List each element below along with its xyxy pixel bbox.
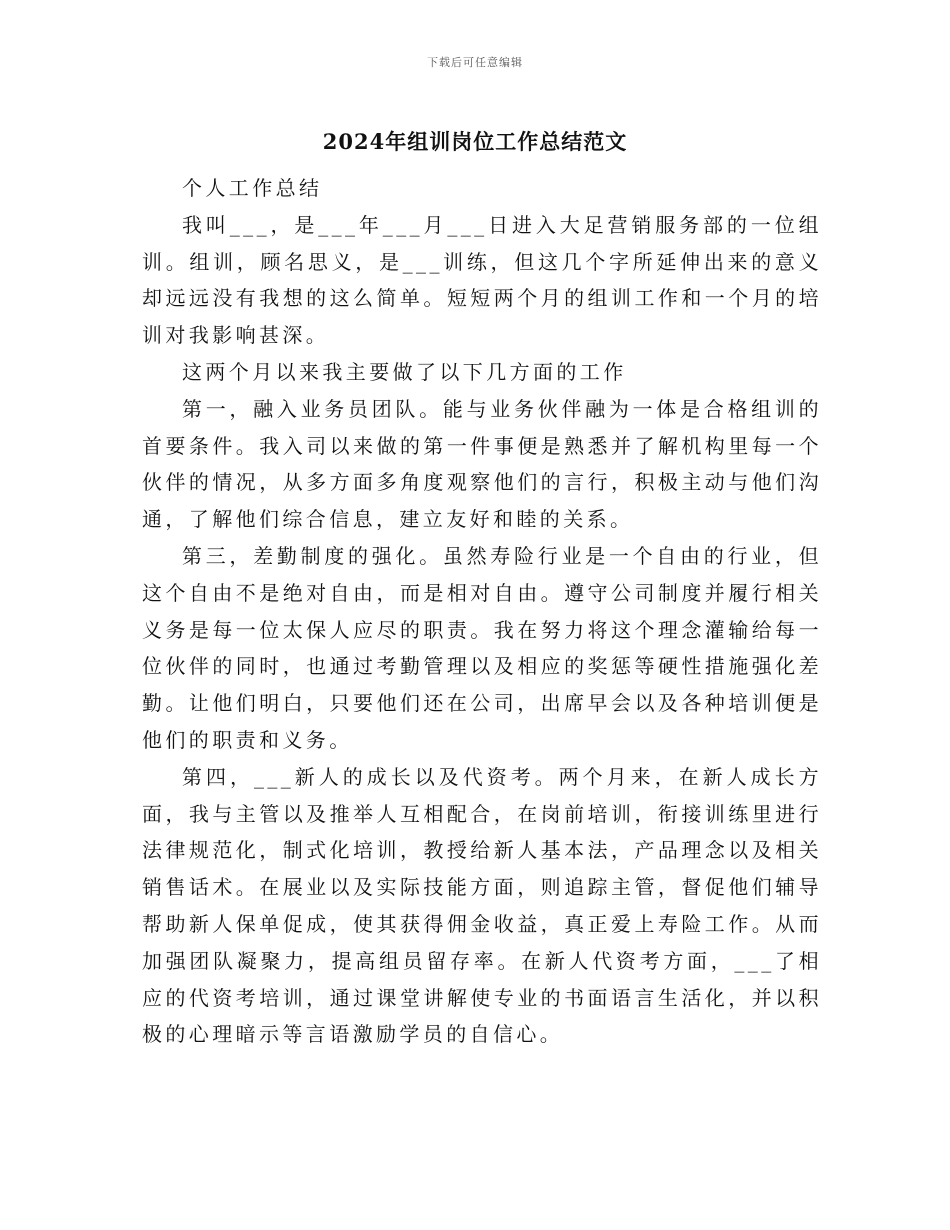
document-title: 2024年组训岗位工作总结范文 — [322, 129, 628, 154]
section-heading-personal-summary: 个人工作总结 — [182, 176, 323, 200]
paragraph-fourth-point: 第四，___新人的成长以及代资考。两个月来，在新人成长方面，我与主管以及推举人互相配合，在岗前培训，衔接训练里进行法律规范化，制式化培训，教授给新人基本法，产品理念以及相关销售话术。在展业以及实际技能方面，则追踪主管，督促他们辅导帮助新人保单促成，使其获得佣金收益，真正爱上寿险工作。从而加强团队凝聚力，提高组员留存率。在新人代资考方面，___了相应的代资考培训，通过课堂讲解使专业的书面语言生活化，并以积极的心理暗示等言语激励学员的自信心。 — [142, 764, 822, 1047]
paragraph-work-overview: 这两个月以来我主要做了以下几方面的工作 — [182, 359, 627, 384]
paragraph-first-point: 第一，融入业务员团队。能与业务伙伴融为一体是合格组训的首要条件。我入司以来做的第一件事便是熟悉并了解机构里每一个伙伴的情况，从多方面多角度观察他们的言行，积极主动与他们沟通，了解他们综合信息，建立友好和睦的关系。 — [142, 396, 822, 532]
header-note: 下载后可任意编辑 — [427, 56, 523, 69]
document-body — [142, 170, 822, 1053]
paragraph-third-point: 第三，差勤制度的强化。虽然寿险行业是一个自由的行业，但这个自由不是绝对自由，而是相对自由。遵守公司制度并履行相关义务是每一位太保人应尽的职责。我在努力将这个理念灌输给每一位伙伴的同时，也通过考勤管理以及相应的奖惩等硬性措施强化差勤。让他们明白，只要他们还在公司，出席早会以及各种培训便是他们的职责和义务。 — [142, 543, 822, 752]
paragraph-introduction: 我叫___，是___年___月___日进入大足营销服务部的一位组训。组训，顾名思义，是___训练，但这几个字所延伸出来的意义却远远没有我想的这么简单。短短两个月的组训工作和一个月的培训对我影响甚深。 — [142, 212, 822, 348]
